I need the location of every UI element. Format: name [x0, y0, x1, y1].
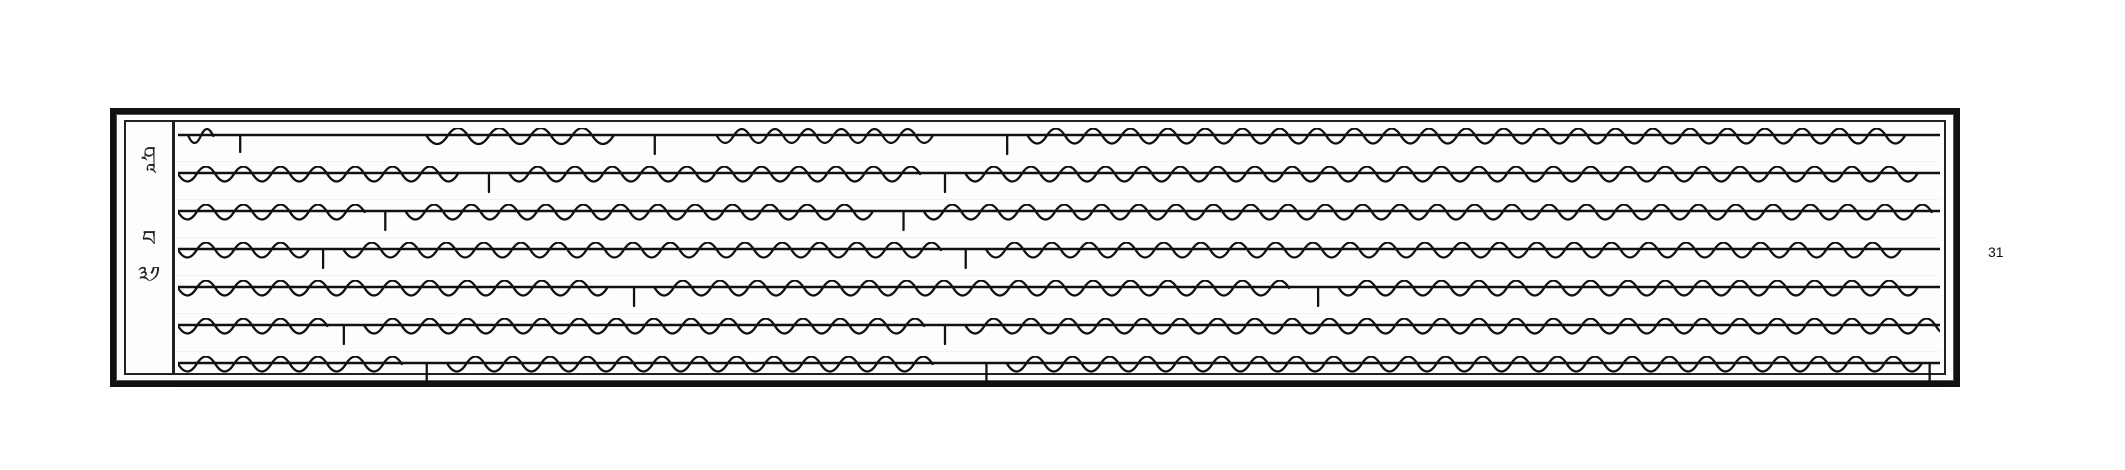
- script-line-graphic: [178, 356, 1940, 386]
- script-line-graphic: [178, 166, 1940, 196]
- margin-mark-lower: ༣༡: [137, 263, 160, 288]
- manuscript-folio: [110, 108, 1960, 387]
- script-line-graphic: [178, 318, 1940, 348]
- script-line-graphic: [178, 242, 1940, 272]
- script-line-graphic: [178, 128, 1940, 158]
- text-line: [178, 276, 1940, 314]
- margin-mark-top: ཤཱ: [142, 143, 156, 168]
- tibetan-text-block: [178, 124, 1940, 371]
- text-line: [178, 352, 1940, 390]
- folio-page-number: 31: [1988, 244, 2004, 260]
- text-line: [178, 124, 1940, 162]
- text-line: [178, 162, 1940, 200]
- text-line: [178, 314, 1940, 352]
- margin-mark-middle: བ: [141, 227, 157, 252]
- text-line: [178, 238, 1940, 276]
- script-line-graphic: [178, 280, 1940, 310]
- text-line: [178, 200, 1940, 238]
- left-margin-column: [126, 122, 175, 373]
- script-line-graphic: [178, 204, 1940, 234]
